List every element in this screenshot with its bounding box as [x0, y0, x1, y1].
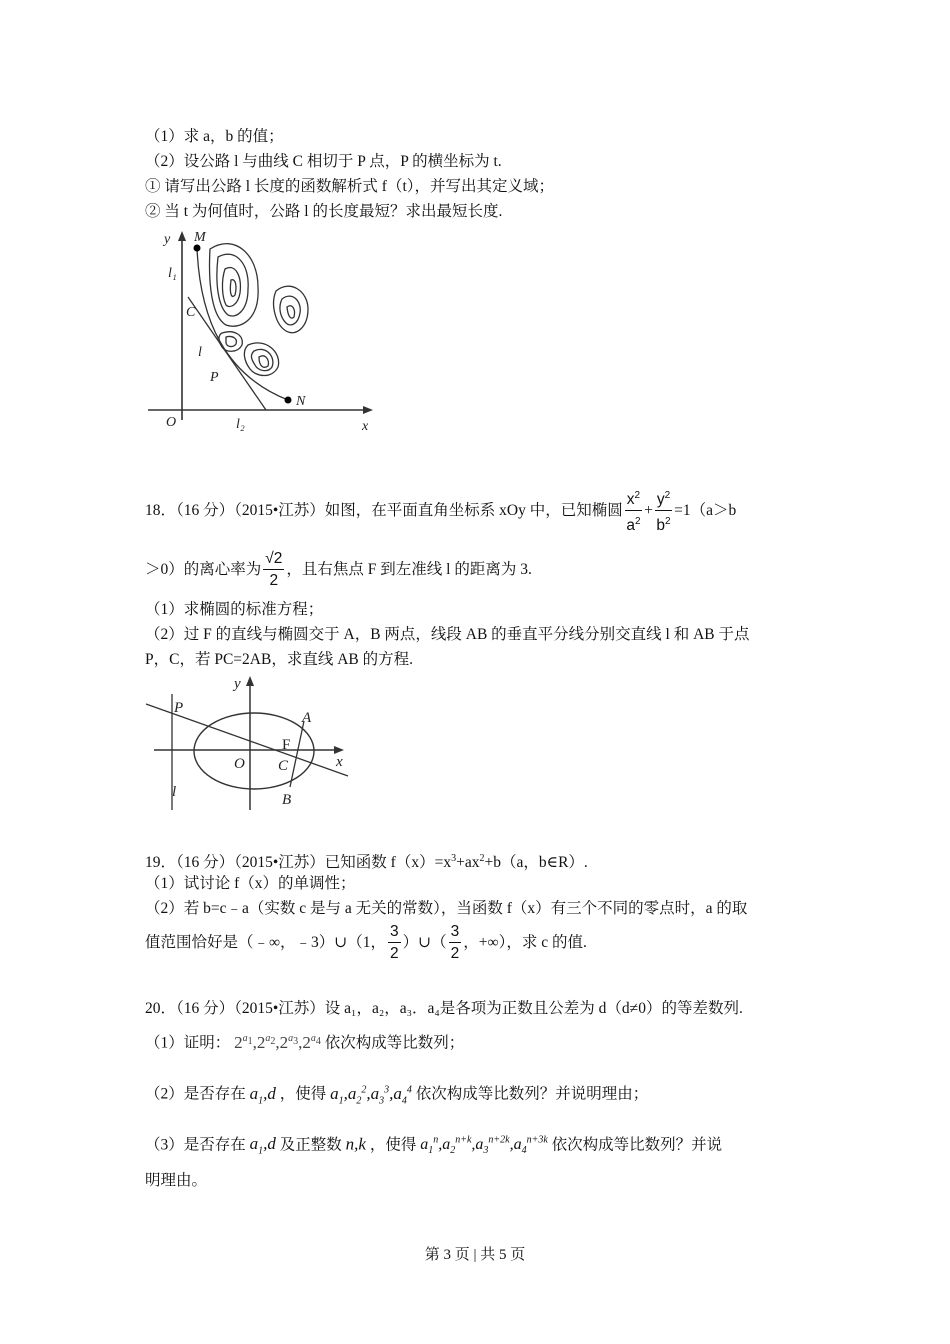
label-y: y [164, 232, 171, 247]
y-arrow [178, 231, 186, 241]
q19-part2b: 值范围恰好是（﹣∞，﹣3）∪（1， $\frac{3}{2}$ ）∪（ $\frac{3}{2}$ ，+∞），求 c 的值. [145, 921, 587, 965]
q19-part1: （1）试讨论 f（x）的单调性； [145, 875, 356, 892]
n-k-expr: n,k [345, 1134, 366, 1154]
label-y: y [234, 676, 241, 692]
q18-part2b: P，C，若 PC=2AB，求直线 AB 的方程. [145, 651, 413, 668]
label-a: A [302, 710, 312, 726]
q17-part1: （1）求 a，b 的值； [145, 128, 284, 145]
q17-sub2: ② 当 t 为何值时，公路 l 的长度最短？求出最短长度. [145, 203, 503, 220]
frac-sqrt2-2: $\frac{√2}{2}$ [265, 549, 283, 589]
label-c: C [278, 758, 289, 774]
label-l1: l₁ [168, 266, 177, 281]
q20-part3-end: 明理由。 [145, 1172, 208, 1189]
x-arrow [363, 406, 373, 414]
label-l: l [198, 345, 202, 360]
label-l: l [172, 784, 177, 800]
label-p: P [210, 370, 219, 385]
q20-part1: （1）证明： $2^{a_1},2^{a_2},2^{a_3},2^{a_4}$ 依次构成等比数列； [145, 1032, 465, 1052]
q18-head: 18．（16 分）（2015•江苏）如图，在平面直角坐标系 xOy 中，已知椭圆 $\frac{x^2}{a^2}$ + $\frac{y^2}{b^2}$ =1（a＞b [145, 486, 736, 537]
square-cube-sequence: $a_1,a_2^2,a_3^3,a_4^4$ [330, 1083, 412, 1107]
q17-sub1: ① 请写出公路 l 长度的函数解析式 f（t），并写出其定义域； [145, 178, 555, 195]
label-p: P [174, 700, 184, 716]
label-x: x [336, 754, 343, 770]
label-b: B [282, 792, 292, 808]
point-n [285, 397, 292, 404]
label-l2: l₂ [236, 417, 245, 432]
q18-line2: ＞0）的离心率为 $\frac{√2}{2}$ ，且右焦点 F 到左准线 l 的距离为 3. [145, 548, 532, 592]
q17-road-figure [140, 225, 385, 440]
label-o: O [234, 756, 245, 772]
power-sequence: $2^{a_1},2^{a_2},2^{a_3},2^{a_4}$ [234, 1032, 321, 1052]
q20-part3: （3）是否存在 $a_1,d$ 及正整数 n,k ，使得 $a_1^n,a_2^{n+k},a_3^{n+2k},a_4^{n+3k}$ 依次构成等比数列？并说 [145, 1134, 723, 1157]
frac-x2-a2: $\frac{x^2}{a^2}$ [625, 486, 642, 537]
frac-3-2-a: $\frac{3}{2}$ [390, 922, 399, 962]
q19-head: 19．（16 分）（2015•江苏）已知函数 $f(x)=x^3+ax^2+b(a$，b∈R）. [145, 853, 588, 872]
frac-3-2-b: $\frac{3}{2}$ [450, 922, 460, 962]
q18-part2a: （2）过 F 的直线与椭圆交于 A，B 两点，线段 AB 的垂直平分线分别交直线 l 和 AB 于点 [145, 626, 750, 643]
label-m: M [194, 230, 206, 245]
x-arrow [334, 746, 344, 754]
label-c: C [186, 305, 196, 320]
ellipse [194, 713, 314, 789]
q18-part1: （1）求椭圆的标准方程； [145, 601, 324, 618]
contour-lines [210, 244, 308, 376]
label-n: N [296, 394, 306, 409]
point-m [194, 245, 201, 252]
q20-head: 20．（16 分）（2015•江苏）设 a₁，a₂，a₃．a₄是各项为正数且公差为 d（d≠0）的等差数列. [145, 1000, 743, 1017]
label-f: F [282, 737, 291, 753]
q17-part2: （2）设公路 l 与曲线 C 相切于 P 点，P 的横坐标为 t. [145, 153, 502, 170]
frac-y2-b2: $\frac{y^2}{b^2}$ [655, 486, 672, 537]
q18-ellipse-figure [140, 672, 355, 812]
label-o: O [166, 415, 177, 430]
nk-power-sequence: $a_1^n,a_2^{n+k},a_3^{n+2k},a_4^{n+3k}$ [420, 1135, 548, 1157]
q19-part2a: （2）若 b=c﹣a（实数 c 是与 a 无关的常数），当函数 f（x）有三个不同的零点时，a 的取 [145, 900, 748, 917]
a1-d-expr: $a_1,d$ [249, 1083, 276, 1107]
label-x: x [362, 419, 369, 434]
y-arrow [246, 676, 254, 686]
a1-d-expr-2: $a_1,d$ [249, 1134, 276, 1157]
q20-part2: （2）是否存在 $a_1,d$ ，使得 $a_1,a_2^2,a_3^3,a_4^4$ 依次构成等比数列？并说明理由； [145, 1083, 649, 1107]
page-footer: 第 3 页 | 共 5 页 [424, 1247, 526, 1263]
